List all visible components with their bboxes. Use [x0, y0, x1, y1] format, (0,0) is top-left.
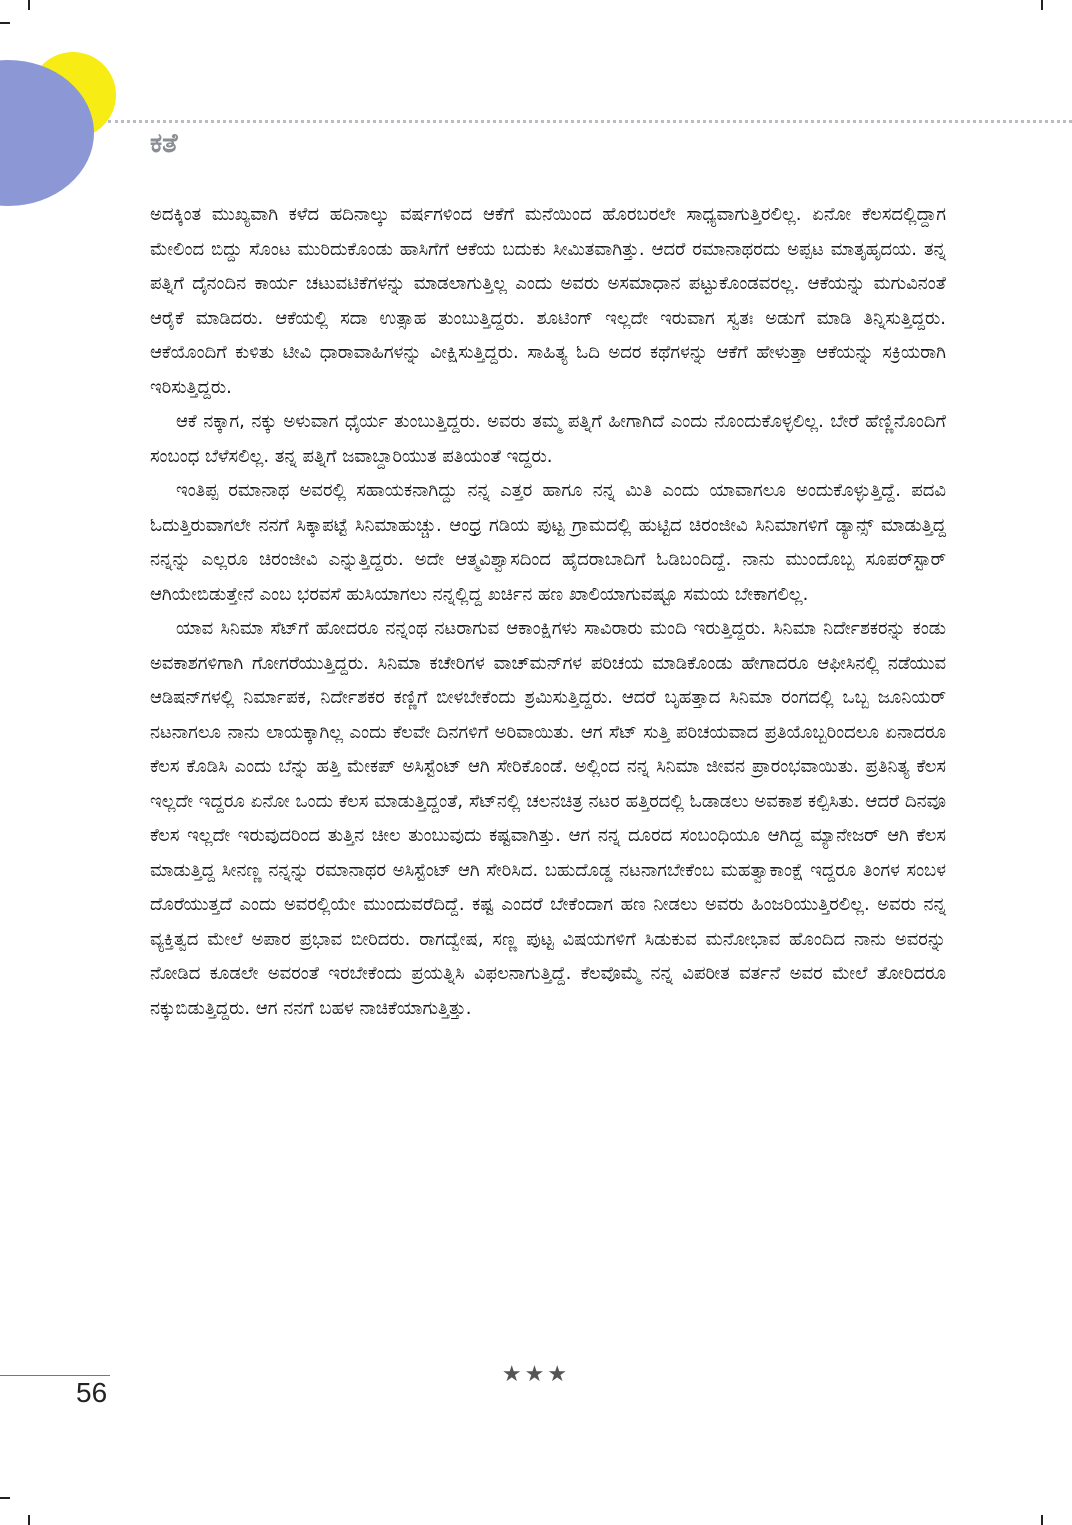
- section-label: ಕತೆ: [150, 128, 178, 159]
- header-dotted-rule: [108, 120, 1072, 123]
- crop-mark-bottom-right: [1041, 1515, 1043, 1525]
- section-separator-stars: ★★★: [501, 1362, 571, 1387]
- paragraph-1: ಅದಕ್ಕಿಂತ ಮುಖ್ಯವಾಗಿ ಕಳೆದ ಹದಿನಾಲ್ಕು ವರ್ಷಗಳಿಂದ ಆಕೆಗೆ ಮನೆಯಿಂದ ಹೊರಬರಲೇ ಸಾಧ್ಯವಾಗುತ್ತಿರಲಿಲ್ಲ. ಏನೋ ಕೆಲಸದಲ್ಲಿದ್ದಾಗ ಮೇಲಿಂದ ಬಿದ್ದು ಸೊಂಟ ಮುರಿದುಕೊಂಡು ಹಾಸಿಗೆಗೆ ಆಕೆಯ ಬದುಕು ಸೀಮಿತವಾಗಿತ್ತು. ಆದರೆ ರಮಾನಾಥರದು ಅಪ್ಪಟ ಮಾತೃಹೃದಯ. ತನ್ನ ಪತ್ನಿಗೆ ದೈನಂದಿನ ಕಾರ್ಯ ಚಟುವಟಿಕೆಗಳನ್ನು ಮಾಡಲಾಗುತ್ತಿಲ್ಲ ಎಂದು ಅವರು ಅಸಮಾಧಾನ ಪಟ್ಟುಕೊಂಡವರಲ್ಲ. ಆಕೆಯನ್ನು ಮಗುವಿನಂತೆ ಆರೈಕೆ ಮಾಡಿದರು. ಆಕೆಯಲ್ಲಿ ಸದಾ ಉತ್ಸಾಹ ತುಂಬುತ್ತಿದ್ದರು. ಶೂಟಿಂಗ್ ಇಲ್ಲದೇ ಇರುವಾಗ ಸ್ವತಃ ಅಡುಗೆ ಮಾಡಿ ತಿನ್ನಿಸುತ್ತಿದ್ದರು. ಆಕೆಯೊಂದಿಗೆ ಕುಳಿತು ಟೀವಿ ಧಾರಾವಾಹಿಗಳನ್ನು ವೀಕ್ಷಿಸುತ್ತಿದ್ದರು. ಸಾಹಿತ್ಯ ಓದಿ ಅದರ ಕಥೆಗಳನ್ನು ಆಕೆಗೆ ಹೇಳುತ್ತಾ ಆಕೆಯನ್ನು ಸಕ್ರಿಯರಾಗಿ ಇರಿಸುತ್ತಿದ್ದರು.: [150, 204, 946, 398]
- paragraph-3: ಇಂತಿಪ್ಪ ರಮಾನಾಥ ಅವರಲ್ಲಿ ಸಹಾಯಕನಾಗಿದ್ದು ನನ್ನ ಎತ್ತರ ಹಾಗೂ ನನ್ನ ಮಿತಿ ಎಂದು ಯಾವಾಗಲೂ ಅಂದುಕೊಳ್ಳುತ್ತಿದ್ದೆ. ಪದವಿ ಓದುತ್ತಿರುವಾಗಲೇ ನನಗೆ ಸಿಕ್ಕಾಪಟ್ಟೆ ಸಿನಿಮಾಹುಚ್ಚು. ಆಂಧ್ರ ಗಡಿಯ ಪುಟ್ಟ ಗ್ರಾಮದಲ್ಲಿ ಹುಟ್ಟಿದ ಚಿರಂಜೀವಿ ಸಿನಿಮಾಗಳಿಗೆ ಡ್ಯಾನ್ಸ್ ಮಾಡುತ್ತಿದ್ದ ನನ್ನನ್ನು ಎಲ್ಲರೂ ಚಿರಂಜೀವಿ ಎನ್ನುತ್ತಿದ್ದರು. ಅದೇ ಆತ್ಮವಿಶ್ವಾಸದಿಂದ ಹೈದರಾಬಾದಿಗೆ ಓಡಿಬಂದಿದ್ದೆ. ನಾನು ಮುಂದೊಬ್ಬ ಸೂಪರ್‌ಸ್ಟಾರ್ ಆಗಿಯೇಬಿಡುತ್ತೇನೆ ಎಂಬ ಭರವಸೆ ಹುಸಿಯಾಗಲು ನನ್ನಲ್ಲಿದ್ದ ಖರ್ಚಿನ ಹಣ ಖಾಲಿಯಾಗುವಷ್ಟೂ ಸಮಯ ಬೇಕಾಗಲಿಲ್ಲ.: [150, 480, 946, 605]
- crop-mark-top-left-side: [0, 22, 10, 24]
- story-body: [150, 198, 946, 1026]
- crop-mark-top-left: [28, 0, 30, 10]
- page-number: 56: [76, 1377, 108, 1408]
- page-number-rule: [0, 1375, 110, 1376]
- crop-mark-top-right: [1041, 0, 1043, 10]
- crop-mark-bottom-left: [28, 1515, 30, 1525]
- crop-mark-bottom-left-side: [0, 1497, 10, 1499]
- paragraph-4: ಯಾವ ಸಿನಿಮಾ ಸೆಟ್‌ಗೆ ಹೋದರೂ ನನ್ನಂಥ ನಟರಾಗುವ ಆಕಾಂಕ್ಷಿಗಳು ಸಾವಿರಾರು ಮಂದಿ ಇರುತ್ತಿದ್ದರು. ಸಿನಿಮಾ ನಿರ್ದೇಶಕರನ್ನು ಕಂಡು ಅವಕಾಶಗಳಿಗಾಗಿ ಗೋಗರೆಯುತ್ತಿದ್ದರು. ಸಿನಿಮಾ ಕಚೇರಿಗಳ ವಾಚ್‌ಮನ್‌ಗಳ ಪರಿಚಯ ಮಾಡಿಕೊಂಡು ಹೇಗಾದರೂ ಆಫೀಸಿನಲ್ಲಿ ನಡೆಯುವ ಆಡಿಷನ್‌ಗಳಲ್ಲಿ ನಿರ್ಮಾಪಕ, ನಿರ್ದೇಶಕರ ಕಣ್ಣಿಗೆ ಬೀಳಬೇಕೆಂದು ಶ್ರಮಿಸುತ್ತಿದ್ದರು. ಆದರೆ ಬೃಹತ್ತಾದ ಸಿನಿಮಾ ರಂಗದಲ್ಲಿ ಒಬ್ಬ ಜೂನಿಯರ್ ನಟನಾಗಲೂ ನಾನು ಲಾಯಕ್ಕಾಗಿಲ್ಲ ಎಂದು ಕೆಲವೇ ದಿನಗಳಿಗೆ ಅರಿವಾಯಿತು. ಆಗ ಸೆಟ್ ಸುತ್ತಿ ಪರಿಚಯವಾದ ಪ್ರತಿಯೊಬ್ಬರಿಂದಲೂ ಏನಾದರೂ ಕೆಲಸ ಕೊಡಿಸಿ ಎಂದು ಬೆನ್ನು ಹತ್ತಿ ಮೇಕಪ್ ಅಸಿಸ್ಟೆಂಟ್ ಆಗಿ ಸೇರಿಕೊಂಡೆ. ಅಲ್ಲಿಂದ ನನ್ನ ಸಿನಿಮಾ ಜೀವನ ಪ್ರಾರಂಭವಾಯಿತು. ಪ್ರತಿನಿತ್ಯ ಕೆಲಸ ಇಲ್ಲದೇ ಇದ್ದರೂ ಏನೋ ಒಂದು ಕೆಲಸ ಮಾಡುತ್ತಿದ್ದಂತೆ, ಸೆಟ್‌ನಲ್ಲಿ ಚಲನಚಿತ್ರ ನಟರ ಹತ್ತಿರದಲ್ಲಿ ಓಡಾಡಲು ಅವಕಾಶ ಕಲ್ಪಿಸಿತು. ಆದರೆ ದಿನವೂ ಕೆಲಸ ಇಲ್ಲದೇ ಇರುವುದರಿಂದ ತುತ್ತಿನ ಚೀಲ ತುಂಬುವುದು ಕಷ್ಟವಾಗಿತ್ತು. ಆಗ ನನ್ನ ದೂರದ ಸಂಬಂಧಿಯೂ ಆಗಿದ್ದ ಮ್ಯಾನೇಜರ್ ಆಗಿ ಕೆಲಸ ಮಾಡುತ್ತಿದ್ದ ಸೀನಣ್ಣ ನನ್ನನ್ನು ರಮಾನಾಥರ ಅಸಿಸ್ಟೆಂಟ್ ಆಗಿ ಸೇರಿಸಿದ. ಬಹುದೊಡ್ಡ ನಟನಾಗಬೇಕೆಂಬ ಮಹತ್ವಾಕಾಂಕ್ಷೆ ಇದ್ದರೂ ತಿಂಗಳ ಸಂಬಳ ದೊರೆಯುತ್ತದೆ ಎಂದು ಅವರಲ್ಲಿಯೇ ಮುಂದುವರೆದಿದ್ದೆ. ಕಷ್ಟ ಎಂದರೆ ಬೇಕೆಂದಾಗ ಹಣ ನೀಡಲು ಅವರು ಹಿಂಜರಿಯುತ್ತಿರಲಿಲ್ಲ. ಅವರು ನನ್ನ ವ್ಯಕ್ತಿತ್ವದ ಮೇಲೆ ಅಪಾರ ಪ್ರಭಾವ ಬೀರಿದರು. ರಾಗದ್ವೇಷ, ಸಣ್ಣ ಪುಟ್ಟ ವಿಷಯಗಳಿಗೆ ಸಿಡುಕುವ ಮನೋಭಾವ ಹೊಂದಿದ ನಾನು ಅವರನ್ನು ನೋಡಿದ ಕೂಡಲೇ ಅವರಂತೆ ಇರಬೇಕೆಂದು ಪ್ರಯತ್ನಿಸಿ ವಿಫಲನಾಗುತ್ತಿದ್ದೆ. ಕೆಲವೊಮ್ಮೆ ನನ್ನ ವಿಪರೀತ ವರ್ತನೆ ಅವರ ಮೇಲೆ ತೋರಿದರೂ ನಕ್ಕುಬಿಡುತ್ತಿದ್ದರು. ಆಗ ನನಗೆ ಬಹಳ ನಾಚಿಕೆಯಾಗುತ್ತಿತ್ತು.: [150, 618, 946, 1019]
- paragraph-2: ಆಕೆ ನಕ್ಕಾಗ, ನಕ್ಕು ಅಳುವಾಗ ಧೈರ್ಯ ತುಂಬುತ್ತಿದ್ದರು. ಅವರು ತಮ್ಮ ಪತ್ನಿಗೆ ಹೀಗಾಗಿದೆ ಎಂದು ನೊಂದುಕೊಳ್ಳಲಿಲ್ಲ. ಬೇರೆ ಹೆಣ್ಣಿನೊಂದಿಗೆ ಸಂಬಂಧ ಬೆಳೆಸಲಿಲ್ಲ. ತನ್ನ ಪತ್ನಿಗೆ ಜವಾಬ್ದಾರಿಯುತ ಪತಿಯಂತೆ ಇದ್ದರು.: [150, 411, 946, 467]
